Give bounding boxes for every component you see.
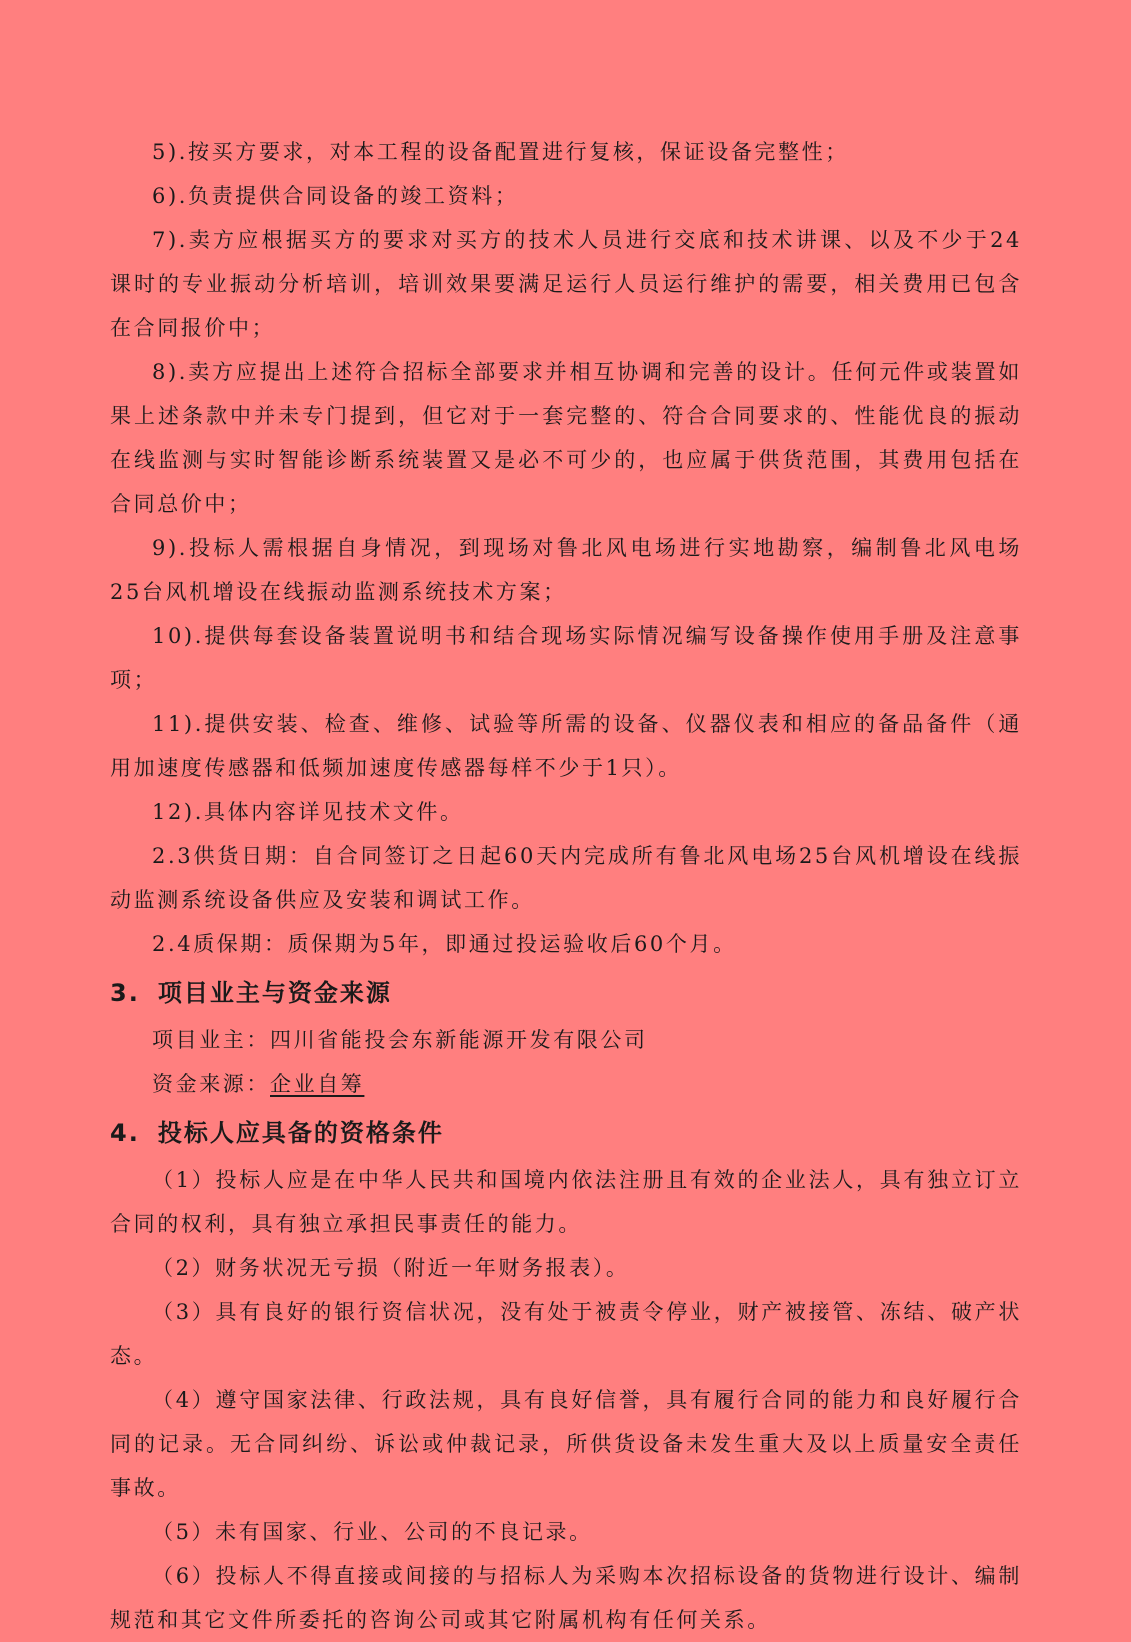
fund-source-line [110,1062,1022,1106]
paragraph-item-7: 7).卖方应根据买方的要求对买方的技术人员进行交底和技术讲课、以及不少于24课时的专业振动分析培训，培训效果要满足运行人员运行维护的需要，相关费用已包含在合同报价中； [110,228,1022,340]
paragraph-item-9: 9).投标人需根据自身情况，到现场对鲁北风电场进行实地勘察，编制鲁北风电场25台风机增设在线振动监测系统技术方案； [110,536,1022,604]
section-3-heading [110,968,1022,1018]
qualification-item-4: （4）遵守国家法律、行政法规，具有良好信誉，具有履行合同的能力和良好履行合同的记录。无合同纠纷、诉讼或仲裁记录，所供货设备未发生重大及以上质量安全责任事故。 [110,1388,1022,1500]
project-owner-label: 项目业主： [152,1028,270,1052]
paragraph-item-10: 10).提供每套设备装置说明书和结合现场实际情况编写设备操作使用手册及注意事项； [110,624,1022,692]
qualification-item-3: （3）具有良好的银行资信状况，没有处于被责令停业，财产被接管、冻结、破产状态。 [110,1300,1022,1368]
fund-source-value: 企业自筹 [270,1072,365,1096]
section-3-title: 项目业主与资金来源 [157,979,392,1007]
section-4-heading [110,1108,1022,1158]
qualification-item-5: （5）未有国家、行业、公司的不良记录。 [152,1520,593,1544]
fund-source-label: 资金来源： [152,1072,270,1096]
qualification-item-1: （1）投标人应是在中华人民共和国境内依法注册且有效的企业法人，具有独立订立合同的权利，具有独立承担民事责任的能力。 [110,1168,1022,1236]
paragraph-warranty: 2.4质保期：质保期为5年，即通过投运验收后60个月。 [152,932,737,956]
paragraph-item-8: 8).卖方应提出上述符合招标全部要求并相互协调和完善的设计。任何元件或装置如果上述条款中并未专门提到，但它对于一套完整的、符合合同要求的、性能优良的振动在线监测与实时智能诊断系统装置又是必不可少的，也应属于供货范围，其费用包括在合同总价中； [110,360,1022,516]
paragraph-item-11: 11).提供安装、检查、维修、试验等所需的设备、仪器仪表和相应的备品备件（通用加速度传感器和低频加速度传感器每样不少于1只）。 [110,712,1022,780]
qualification-item-2: （2）财务状况无亏损（附近一年财务报表）。 [152,1256,630,1280]
paragraph-item-12: 12).具体内容详见技术文件。 [152,800,464,824]
qualification-item-6: （6）投标人不得直接或间接的与招标人为采购本次招标设备的货物进行设计、编制规范和其它文件所委托的咨询公司或其它附属机构有任何关系。 [110,1564,1022,1632]
project-owner-line [110,1018,1022,1062]
section-3-number: 3. [110,979,140,1007]
document-page [110,130,1022,1642]
section-4-title: 投标人应具备的资格条件 [157,1119,444,1147]
paragraph-delivery-date: 2.3供货日期：自合同签订之日起60天内完成所有鲁北风电场25台风机增设在线振动监测系统设备供应及安装和调试工作。 [110,844,1022,912]
paragraph-item-5: 5).按买方要求，对本工程的设备配置进行复核，保证设备完整性； [152,140,849,164]
paragraph-item-6: 6).负责提供合同设备的竣工资料； [152,184,519,208]
project-owner-value: 四川省能投会东新能源开发有限公司 [270,1028,648,1052]
section-4-number: 4. [110,1119,140,1147]
